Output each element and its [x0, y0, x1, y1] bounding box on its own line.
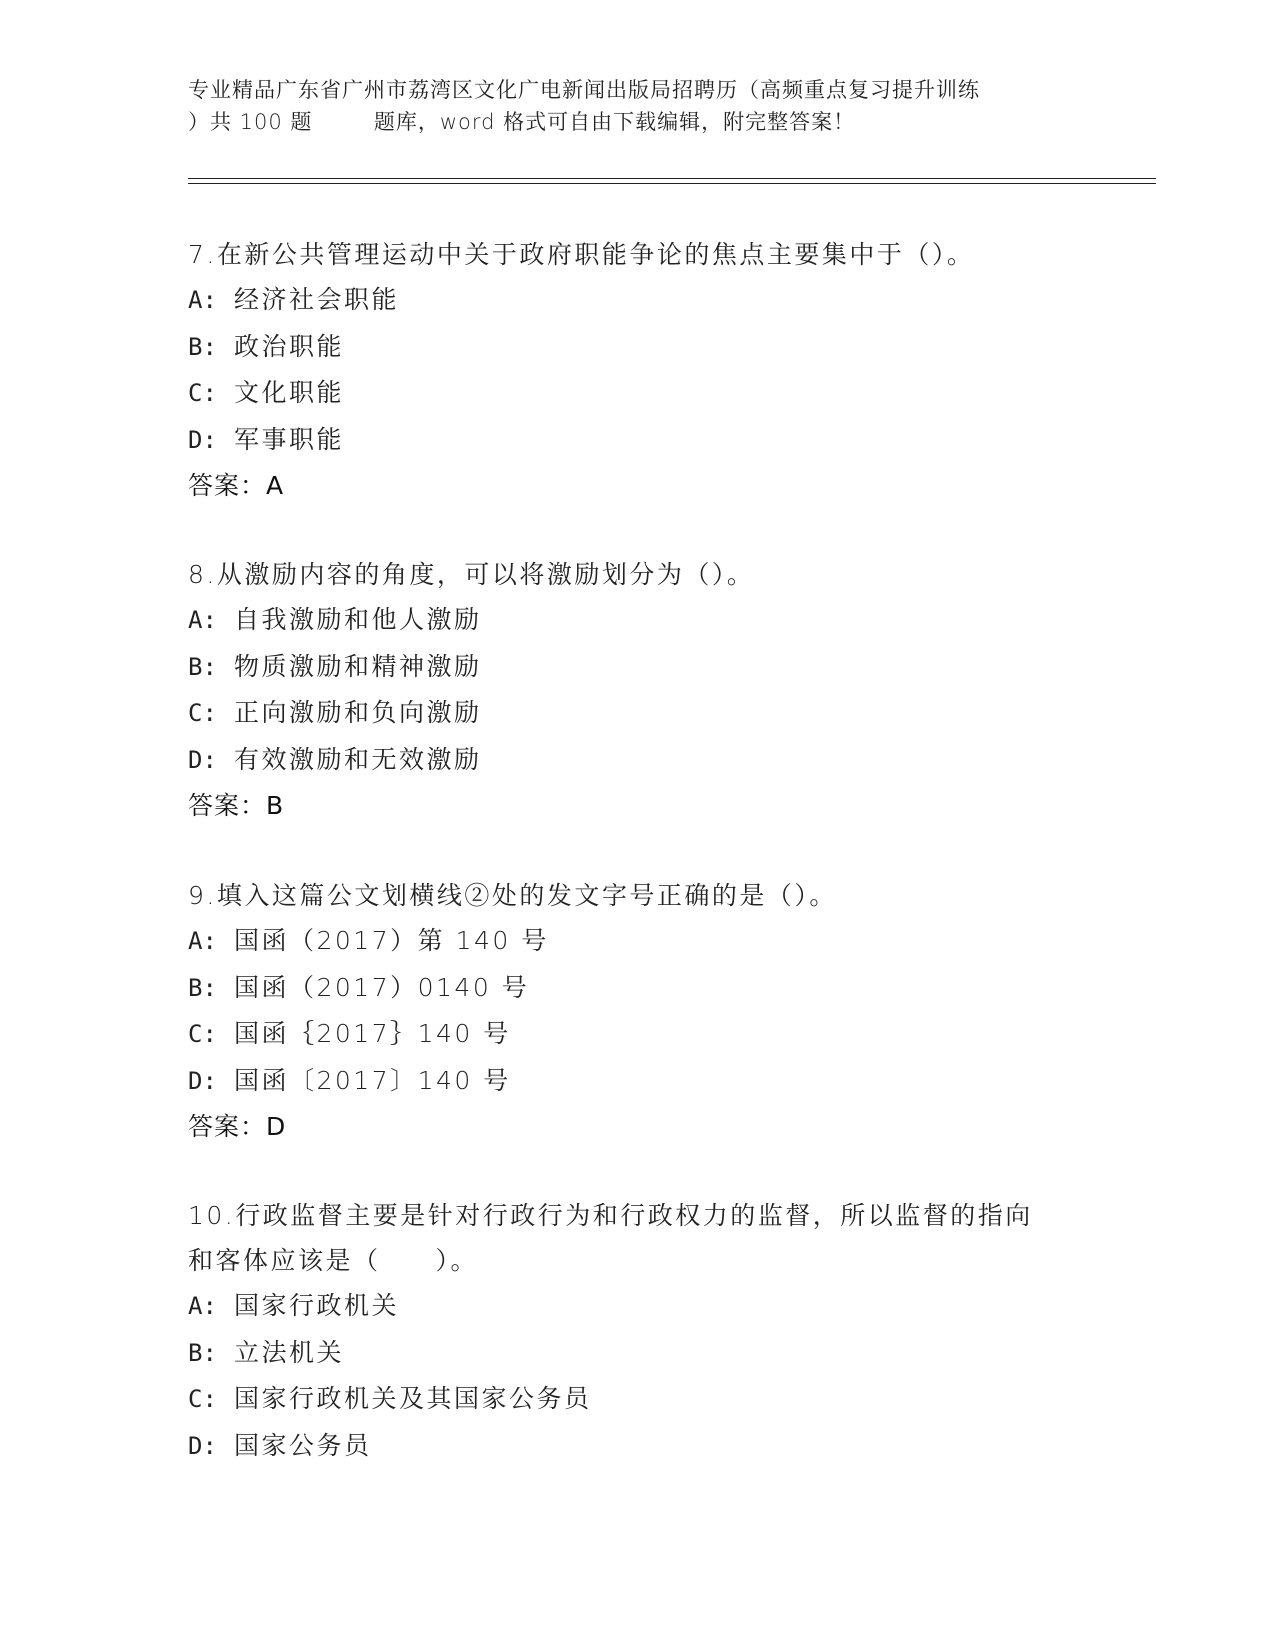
question-7: [188, 232, 1088, 508]
option-key: A:: [188, 927, 217, 955]
question-9: [188, 873, 1088, 1149]
option-d: [188, 417, 1088, 464]
header-title-line-2: ）共 100 题 题库，word 格式可自由下载编辑，附完整答案！: [188, 110, 856, 134]
option-d: [188, 737, 1088, 784]
option-d: [188, 1423, 1088, 1470]
option-text: 国家行政机关及其国家公务员: [234, 1384, 592, 1413]
option-list: [188, 277, 1088, 463]
option-a: [188, 918, 1088, 965]
document-header: [188, 74, 1088, 138]
option-text: 有效激励和无效激励: [234, 744, 482, 774]
answer-line: [188, 783, 1088, 828]
header-divider-top: [188, 178, 1156, 179]
option-key: C:: [188, 379, 217, 407]
option-c: [188, 1011, 1088, 1058]
answer-value: D: [266, 1112, 286, 1141]
option-key: C:: [188, 699, 217, 727]
option-key: D:: [188, 425, 217, 454]
option-text: 经济社会职能: [234, 285, 400, 314]
option-b: [188, 644, 1088, 691]
option-a: [188, 1283, 1088, 1330]
answer-value: A: [266, 471, 284, 500]
option-list: [188, 918, 1088, 1104]
answer-line: [188, 1104, 1088, 1149]
option-key: D:: [188, 745, 217, 774]
answer-value: B: [266, 791, 284, 820]
option-a: [188, 277, 1088, 324]
option-c: [188, 370, 1088, 417]
option-text: 国函（2017）第 140 号: [234, 926, 549, 955]
option-key: A:: [188, 286, 217, 314]
option-key: B:: [188, 1338, 217, 1367]
option-text: 国家行政机关: [234, 1291, 400, 1320]
answer-line: [188, 463, 1088, 508]
answer-label: 答案：: [188, 1112, 267, 1141]
option-a: [188, 597, 1088, 644]
option-key: A:: [188, 606, 217, 634]
question-10: [188, 1193, 1088, 1469]
question-stem: 7.在新公共管理运动中关于政府职能争论的焦点主要集中于（）。: [188, 240, 975, 269]
option-d: [188, 1058, 1088, 1105]
option-key: B:: [188, 652, 217, 681]
option-text: 立法机关: [234, 1337, 345, 1367]
option-key: C:: [188, 1020, 217, 1048]
option-text: 国函｛2017｝140 号: [234, 1019, 511, 1048]
option-text: 文化职能: [234, 378, 345, 407]
option-text: 正向激励和负向激励: [234, 698, 482, 727]
option-text: 自我激励和他人激励: [234, 605, 482, 634]
answer-label: 答案：: [188, 471, 267, 500]
option-c: [188, 690, 1088, 737]
option-b: [188, 324, 1088, 371]
header-divider-bottom: [188, 183, 1156, 184]
header-title-line-1: 专业精品广东省广州市荔湾区文化广电新闻出版局招聘历（高频重点复习提升训练: [188, 78, 980, 102]
question-8: [188, 552, 1088, 828]
option-text: 政治职能: [234, 331, 345, 361]
question-stem: 9.填入这篇公文划横线②处的发文字号正确的是（）。: [188, 881, 837, 910]
question-stem: 8.从激励内容的角度，可以将激励划分为（）。: [188, 560, 755, 589]
answer-label: 答案：: [188, 791, 267, 820]
option-list: [188, 597, 1088, 783]
option-text: 物质激励和精神激励: [234, 651, 482, 681]
option-key: B:: [188, 332, 217, 361]
question-stem-line-1: 10.行政监督主要是针对行政行为和行政权力的监督，所以监督的指向: [188, 1201, 1033, 1230]
option-key: D:: [188, 1431, 217, 1460]
question-stem-line-2: 和客体应该是（ ）。: [188, 1246, 479, 1275]
option-key: A:: [188, 1292, 217, 1320]
option-c: [188, 1376, 1088, 1423]
option-key: D:: [188, 1066, 217, 1095]
option-text: 国函〔2017〕140 号: [234, 1065, 511, 1095]
option-text: 军事职能: [234, 424, 345, 454]
option-b: [188, 1330, 1088, 1377]
option-key: C:: [188, 1385, 217, 1413]
option-text: 国家公务员: [234, 1430, 372, 1460]
option-list: [188, 1283, 1088, 1469]
option-text: 国函（2017）0140 号: [234, 972, 530, 1002]
option-key: B:: [188, 973, 217, 1002]
option-b: [188, 965, 1088, 1012]
